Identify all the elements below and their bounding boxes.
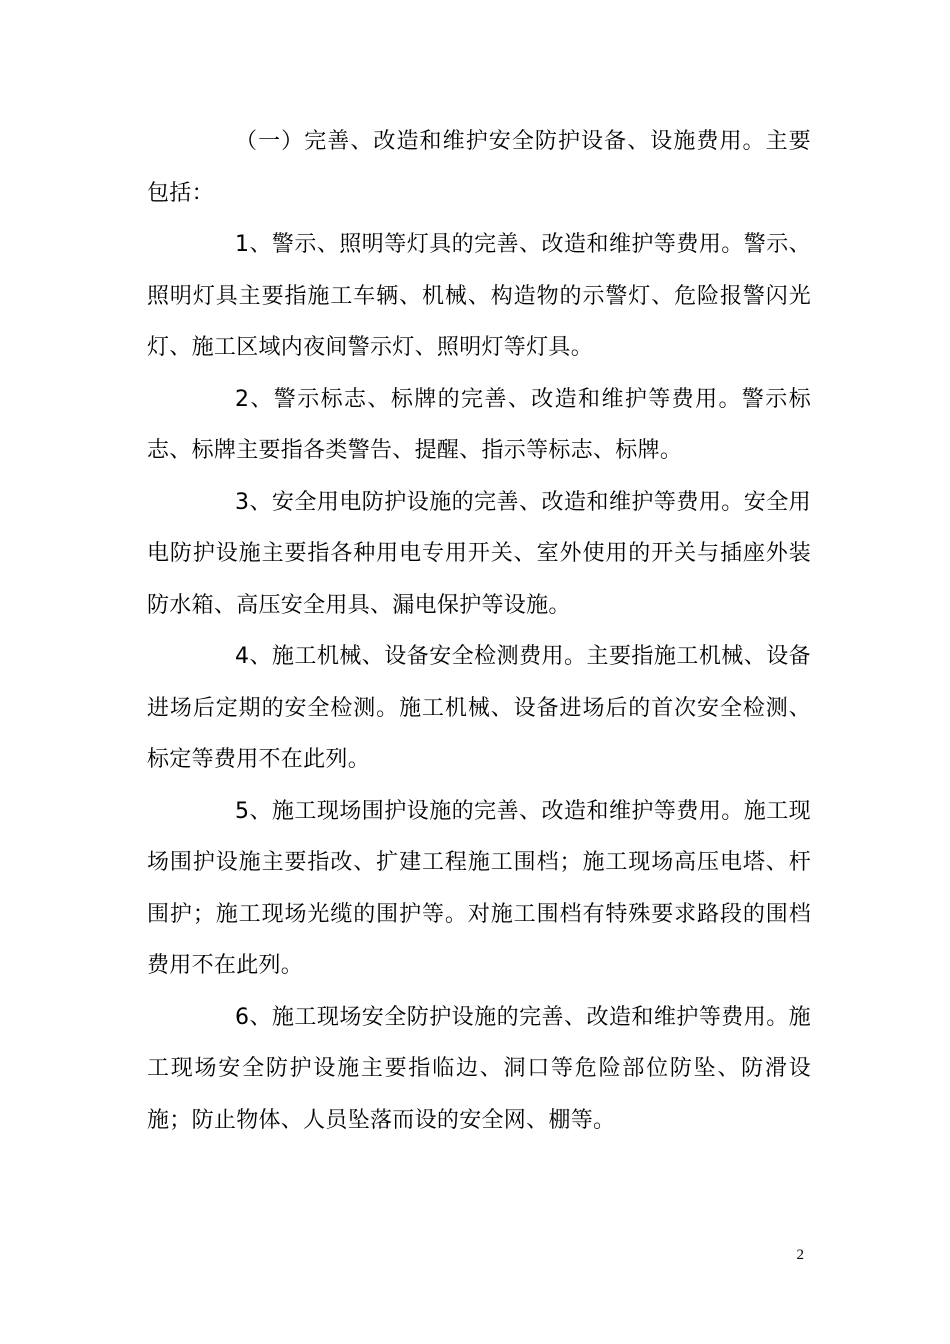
page-number: 2 xyxy=(796,1247,804,1263)
paragraph-item-5: 5、施工现场围护设施的完善、改造和维护等费用。施工现场围护设施主要指改、扩建工程施工围档；施工现场高压电塔、杆围护；施工现场光缆的围护等。对施工围档有特殊要求路段的围档费用不在此列。 xyxy=(147,798,811,978)
paragraph-item-3: 3、安全用电防护设施的完善、改造和维护等费用。安全用电防护设施主要指各种用电专用开关、室外使用的开关与插座外装防水箱、高压安全用具、漏电保护等设施。 xyxy=(147,489,811,618)
paragraph-item-4: 4、施工机械、设备安全检测费用。主要指施工机械、设备进场后定期的安全检测。施工机械、设备进场后的首次安全检测、标定等费用不在此列。 xyxy=(147,644,811,772)
section-heading: （一）完善、改造和维护安全防护设备、设施费用。主要包括： xyxy=(147,129,811,206)
paragraph-item-1: 1、警示、照明等灯具的完善、改造和维护等费用。警示、照明灯具主要指施工车辆、机械、构造物的示警灯、危险报警闪光灯、施工区域内夜间警示灯、照明灯等灯具。 xyxy=(147,232,811,360)
document-body xyxy=(147,116,811,1146)
paragraph-item-2: 2、警示标志、标牌的完善、改造和维护等费用。警示标志、标牌主要指各类警告、提醒、指示等标志、标牌。 xyxy=(147,386,811,463)
paragraph-item-6: 6、施工现场安全防护设施的完善、改造和维护等费用。施工现场安全防护设施主要指临边、洞口等危险部位防坠、防滑设施；防止物体、人员坠落而设的安全网、棚等。 xyxy=(147,1004,811,1133)
